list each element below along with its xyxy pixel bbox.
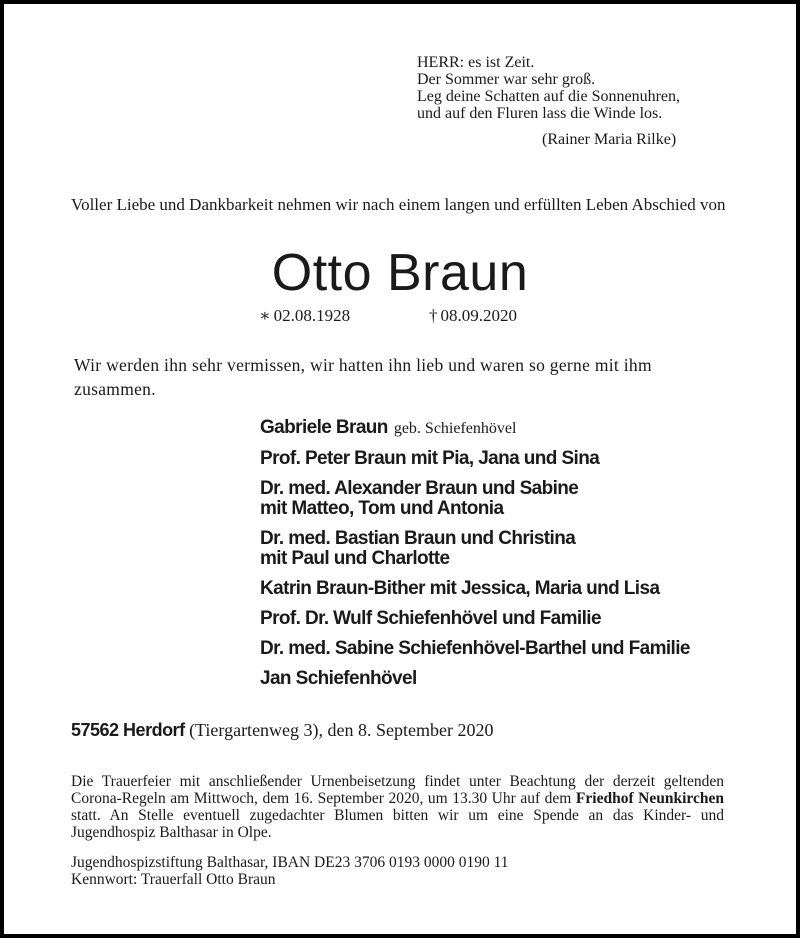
mourners-list	[260, 418, 690, 699]
donation-bank-line: Jugendhospizstiftung Balthasar, IBAN DE23 3706 0193 0000 0190 11	[71, 854, 509, 871]
place-address-date: (Tiergartenweg 3), den 8. September 2020	[184, 720, 494, 740]
intro-text: Voller Liebe und Dankbarkeit nehmen wir nach einem langen und erfüllten Leben Abschied von	[71, 195, 726, 214]
deceased-name: Otto Braun	[271, 244, 529, 302]
poem-author: (Rainer Maria Rilke)	[542, 131, 677, 148]
death-date	[429, 306, 517, 326]
funeral-notice-text-continued: statt. An Stelle eventuell zugedachter Blumen bitten wir um eine Spende an das Kinder- und Jugendhospiz Balthasar in Olpe.	[71, 807, 724, 841]
mourner-entry	[260, 529, 690, 569]
mourner-entry	[260, 418, 690, 439]
donation-keyword-line: Kennwort: Trauerfall Otto Braun	[71, 871, 276, 888]
mourner-entry	[260, 579, 690, 599]
birth-date	[259, 306, 350, 326]
mourner-name: Dr. med. Sabine Schiefenhövel-Barthel und Familie	[260, 638, 690, 659]
mourner-name: Jan Schiefenhövel	[260, 668, 417, 689]
cemetery-name: Friedhof Neunkirchen	[575, 790, 725, 807]
funeral-notice	[71, 773, 724, 841]
poem-line: Leg deine Schatten auf die Sonnenuhren,	[417, 88, 681, 105]
mourner-name: Prof. Peter Braun mit Pia, Jana und Sina	[260, 448, 600, 469]
mourner-name: Dr. med. Alexander Braun und Sabine	[260, 478, 579, 499]
mourner-entry	[260, 669, 690, 689]
mourner-name: Dr. med. Bastian Braun und Christina	[260, 528, 576, 549]
mourner-entry	[260, 449, 690, 469]
death-date-value: 08.09.2020	[440, 306, 517, 325]
poem-line: HERR: es ist Zeit.	[417, 54, 535, 71]
place-and-date	[71, 720, 494, 741]
funeral-notice-text: Die Trauerfeier mit anschließender Urnenbeisetzung findet unter Beachtung der derzeit geltenden Corona-Regeln am Mittwoch, dem 16. September 2020, um 13.30 Uhr auf dem	[71, 773, 724, 807]
mourner-entry	[260, 479, 690, 519]
donation-info	[71, 854, 509, 888]
mourner-name: Prof. Dr. Wulf Schiefenhövel und Familie	[260, 608, 601, 629]
poem-line: Der Sommer war sehr groß.	[417, 71, 596, 88]
poem-line: und auf den Fluren lass die Winde los.	[417, 105, 663, 122]
place-city: 57562 Herdorf	[71, 720, 185, 740]
mourner-name-continued: mit Matteo, Tom und Antonia	[260, 498, 504, 519]
mourner-entry	[260, 639, 690, 659]
birth-date-value: 02.08.1928	[273, 306, 351, 325]
mourner-name-continued: mit Paul und Charlotte	[260, 548, 450, 569]
maiden-name-note: geb. Schiefenhövel	[393, 420, 517, 437]
farewell-text: Wir werden ihn sehr vermissen, wir hatten ihn lieb und waren so gerne mit ihm zusammen.	[74, 355, 652, 399]
cross-icon: †	[429, 306, 438, 325]
star-icon: ∗	[259, 306, 271, 325]
mourner-name: Gabriele Braun	[260, 417, 388, 438]
mourner-name: Katrin Braun-Bither mit Jessica, Maria und Lisa	[260, 578, 660, 599]
mourner-entry	[260, 609, 690, 629]
poem-quote	[417, 54, 680, 122]
